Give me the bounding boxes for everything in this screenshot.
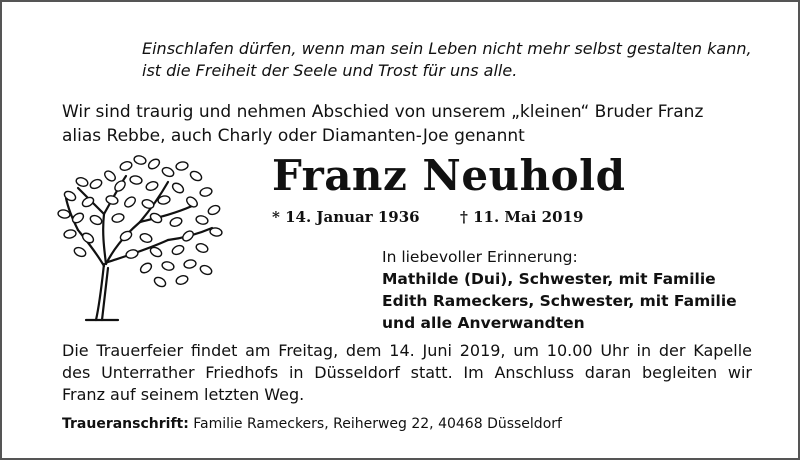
address-value: Familie Rameckers, Reiherweg 22, 40468 Düsseldorf — [193, 416, 562, 432]
birth-date: * 14. Januar 1936 — [272, 208, 420, 226]
quote-line-1: Einschlafen dürfen, wenn man sein Leben nicht mehr selbst gestalten kann, — [142, 39, 752, 58]
ceremony-line-2: des Unterrather Friedhofs in Düsseldorf statt. Im Anschluss daran begleiten wir — [62, 363, 752, 382]
ceremony-text — [62, 340, 752, 406]
quote — [142, 38, 762, 82]
quote-line-2: ist die Freiheit der Seele und Trost für uns alle. — [142, 61, 518, 80]
intro-text — [62, 100, 703, 148]
mourning-address — [62, 414, 562, 434]
intro-line-1: Wir sind traurig und nehmen Abschied von unserem „kleinen“ Bruder Franz — [62, 102, 704, 122]
family-heading: In liebevoller Erinnerung: — [382, 248, 578, 266]
deceased-name: Franz Neuhold — [272, 151, 626, 200]
family-member: Mathilde (Dui), Schwester, mit Familie — [382, 270, 716, 288]
family-member: und alle Anverwandten — [382, 314, 585, 332]
intro-line-2: alias Rebbe, auch Charly oder Diamanten-Joe genannt — [62, 126, 525, 146]
tree-icon — [56, 152, 226, 322]
ceremony-line-3: Franz auf seinem letzten Weg. — [62, 385, 305, 404]
death-date: † 11. Mai 2019 — [460, 208, 584, 226]
life-dates — [272, 206, 583, 228]
family-section — [382, 246, 737, 334]
ceremony-line-1: Die Trauerfeier findet am Freitag, dem 14. Juni 2019, um 10.00 Uhr in der Kapelle — [62, 341, 752, 360]
family-member: Edith Rameckers, Schwester, mit Familie — [382, 292, 737, 310]
address-label: Traueranschrift: — [62, 416, 189, 432]
